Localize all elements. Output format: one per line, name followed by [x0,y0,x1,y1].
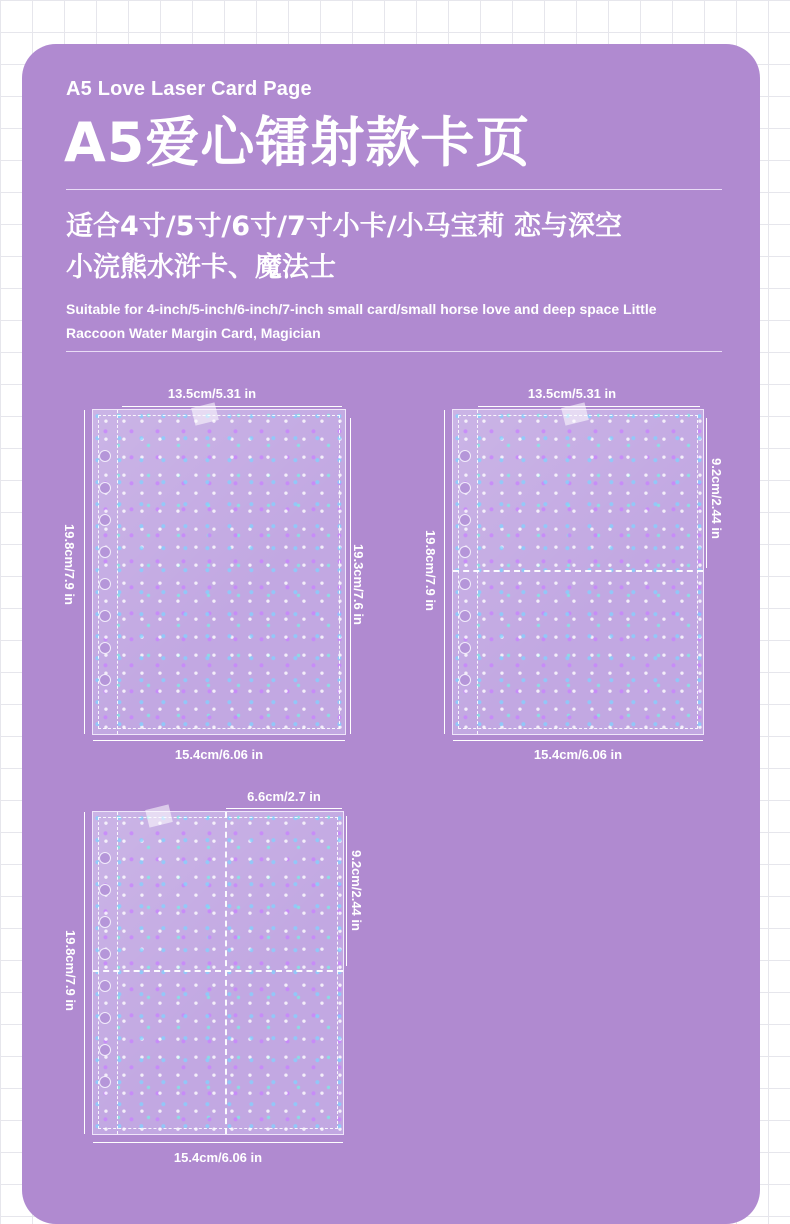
binder-hole [99,1044,111,1056]
height-line [444,410,445,734]
height-label: 19.8cm/7.9 in [63,930,78,1011]
height-label: 19.8cm/7.9 in [62,524,77,605]
height-line [84,812,85,1134]
subtitle-cn-line2: 小浣熊水浒卡、魔法士 [66,252,336,283]
binder-hole [99,610,111,622]
divider-bottom [66,351,722,352]
card-page-2-pocket [453,410,703,734]
binder-hole [459,450,471,462]
binder-hole [99,578,111,590]
bottom-width-label: 15.4cm/6.06 in [174,747,264,762]
pocket-height-line [346,816,347,966]
bottom-width-label: 15.4cm/6.06 in [533,747,623,762]
binder-hole [99,546,111,558]
pocket-divider-horizontal [93,970,343,972]
top-width-label: 13.5cm/5.31 in [527,386,617,401]
pocket-height-line [706,418,707,568]
bottom-width-label: 15.4cm/6.06 in [173,1150,263,1165]
pocket-border [458,415,698,729]
binder-hole [459,610,471,622]
top-width-line [122,406,342,407]
pocket-divider [453,570,703,572]
binder-hole [459,674,471,686]
top-width-line [226,808,342,809]
divider-top [66,189,722,190]
binder-hole [459,642,471,654]
binder-hole [99,852,111,864]
binding-edge [477,410,478,734]
pocket-border [98,415,340,729]
binder-hole [99,980,111,992]
top-width-label: 6.6cm/2.7 in [247,789,321,804]
card-page-4-pocket [93,812,343,1134]
binder-hole [99,1076,111,1088]
binder-hole [99,674,111,686]
subtitle-en: Suitable for 4-inch/5-inch/6-inch/7-inch small card/small horse love and deep space Little Raccoon Water Margin Card, Magician [66,301,657,341]
height-line [84,410,85,734]
pocket-height-label: 9.2cm/2.44 in [709,458,724,539]
pocket-height-label: 19.3cm/7.6 in [351,544,366,625]
binder-hole [99,916,111,928]
binder-hole [459,482,471,494]
pocket-height-label: 9.2cm/2.44 in [349,850,364,931]
binder-hole [99,1012,111,1024]
binding-edge [117,812,118,1134]
top-width-line [478,406,700,407]
binder-hole [99,514,111,526]
binder-hole [459,546,471,558]
pocket-border [98,817,338,1129]
pocket-divider-vertical [225,812,227,1134]
subtitle-cn [66,206,622,288]
subtitle-cn-line1: 适合4寸/5寸/6寸/7寸小卡/小马宝莉 恋与深空 [66,211,622,242]
bottom-width-line [453,740,703,741]
binder-hole [459,514,471,526]
binder-hole [459,578,471,590]
title-cn: A5爱心镭射款卡页 [64,111,531,174]
binding-edge [117,410,118,734]
top-width-label: 13.5cm/5.31 in [167,386,257,401]
binder-hole [99,642,111,654]
bottom-width-line [93,740,345,741]
binder-hole [99,482,111,494]
title-en: A5 Love Laser Card Page [66,78,312,100]
binder-hole [99,884,111,896]
card-page-1-pocket [93,410,345,734]
binder-hole [99,450,111,462]
bottom-width-line [93,1142,343,1143]
height-label: 19.8cm/7.9 in [423,530,438,611]
binder-hole [99,948,111,960]
